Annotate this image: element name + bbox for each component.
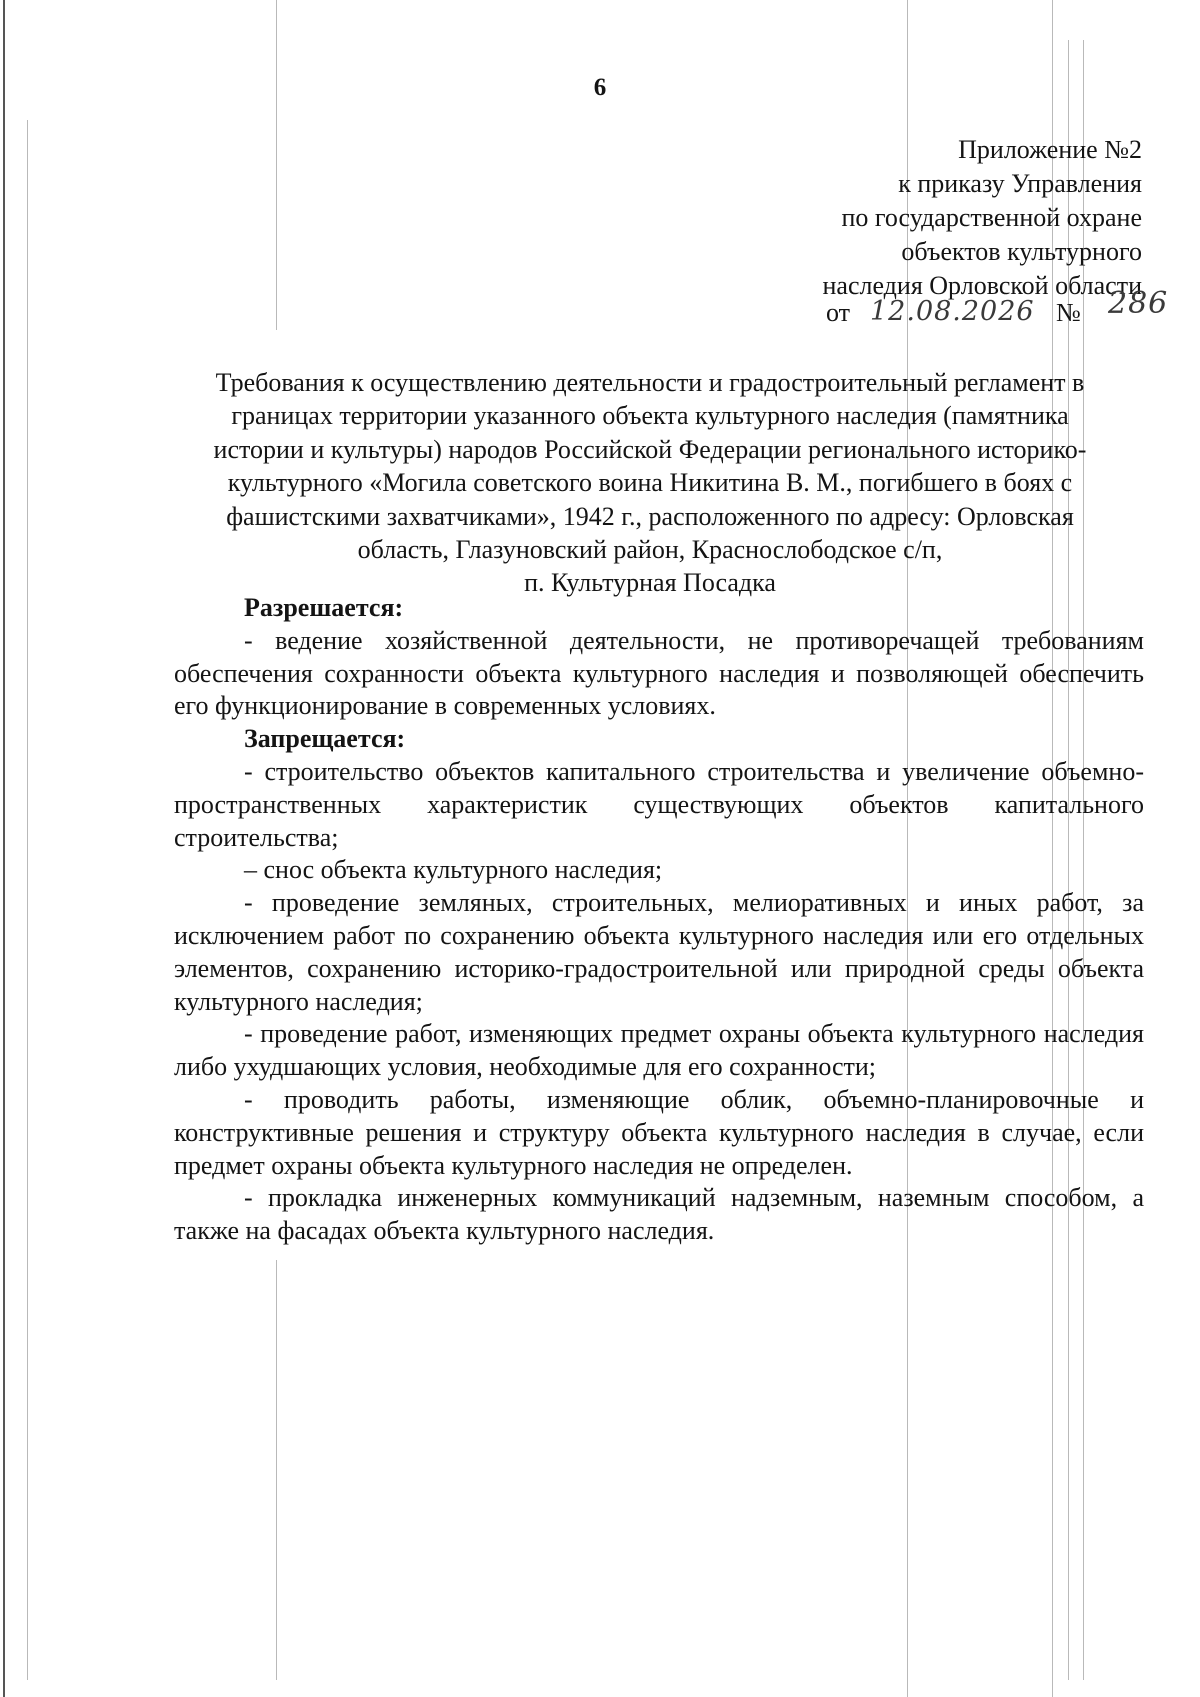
scan-artifact-line [27,120,28,1680]
scan-artifact-line [276,0,277,330]
document-title [170,366,1130,600]
annex-line: наследия Орловской области [822,271,1142,300]
annex-line: объектов культурного [901,237,1142,266]
title-line: границах территории указанного объекта культурного наследия (памятника [231,401,1069,431]
title-line: Требования к осуществлению деятельности и градостроительный регламент в [215,368,1085,397]
forbidden-item: - прокладка инженерных коммуникаций надземным, наземным способом, а также на фасадах объекта культурного наследия. [174,1183,1144,1246]
title-line: фашистскими захватчиками», 1942 г., расположенного по адресу: Орловская [226,501,1074,531]
forbidden-item: – снос объекта культурного наследия; [244,855,663,885]
title-line: область, Глазуновский район, Краснослободское с/п, [357,535,943,565]
title-line: п. Культурная Посадка [524,568,776,598]
allowed-heading: Разрешается: [244,593,404,622]
annex-date-row [826,286,1186,336]
handwritten-date: 12.08.2026 [870,296,1035,327]
handwritten-number: 286 [1108,286,1169,321]
date-prefix: от [826,298,851,327]
title-line: истории и культуры) народов Российской Федерации регионального историко- [213,434,1087,464]
title-line: культурного «Могила советского воина Никитина В. М., погибшего в боях с [227,468,1073,498]
forbidden-item: - проведение земляных, строительных, мелиоративных и иных работ, за исключением работ по сохранению объекта культурного наследия или его отдельных элементов, сохранению историко-градостроительной или природной среды объекта культурного наследия; [174,888,1144,1016]
document-body [174,592,1144,1248]
annex-line: по государственной охране [841,203,1142,232]
allowed-item: - ведение хозяйственной деятельности, не противоречащей требованиям обеспечения сохранности объекта культурного наследия и позволяющей обеспечить его функционирование в современных условиях. [174,625,1144,721]
scan-artifact-line [276,1260,277,1680]
annex-header [823,133,1142,303]
forbidden-item: - проведение работ, изменяющих предмет охраны объекта культурного наследия либо ухудшающих условия, необходимые для его сохранности; [174,1019,1144,1082]
forbidden-item: - проводить работы, изменяющие облик, объемно-планировочные и конструктивные решения и структуру объекта культурного наследия в случае, если предмет охраны объекта культурного наследия не определен. [174,1084,1144,1180]
forbidden-heading: Запрещается: [244,724,406,754]
scan-artifact-line-left [3,0,5,1697]
number-label: № [1056,298,1081,327]
annex-line: Приложение №2 [958,135,1142,164]
forbidden-item: - строительство объектов капитального строительства и увеличение объемно-пространственных характеристик существующих объектов капитального строительства; [174,756,1144,852]
annex-line: к приказу Управления [898,169,1142,198]
page-number: 6 [593,74,607,101]
